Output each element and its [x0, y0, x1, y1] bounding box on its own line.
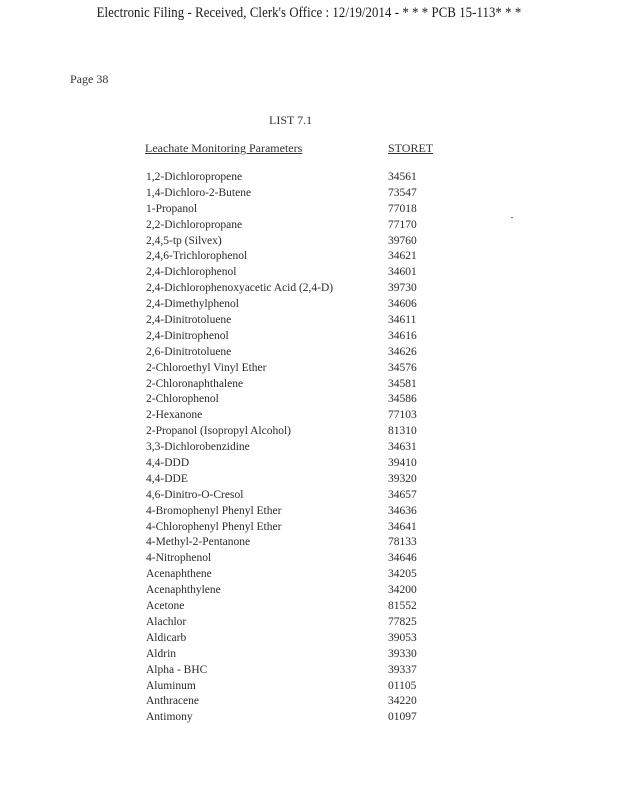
- parameter-table: [0, 171, 618, 727]
- parameter-name: 2,4-Dinitrotoluene: [146, 314, 232, 327]
- table-row: [0, 536, 618, 552]
- parameter-name: Acenaphthylene: [146, 584, 221, 597]
- scan-speck: [511, 217, 513, 218]
- parameter-name: 4-Nitrophenol: [146, 552, 212, 565]
- storet-code: 39410: [388, 457, 417, 470]
- table-row: [0, 298, 618, 314]
- table-row: [0, 425, 618, 441]
- storet-code: 34205: [388, 568, 417, 581]
- storet-code: 34611: [388, 314, 417, 327]
- storet-code: 39337: [388, 663, 417, 676]
- parameter-name: 4,4-DDD: [146, 457, 190, 470]
- table-row: [0, 378, 618, 394]
- parameter-name: 1-Propanol: [146, 202, 198, 215]
- parameter-name: 2,4,5-tp (Silvex): [146, 234, 222, 247]
- storet-code: 34220: [388, 695, 417, 708]
- table-row: [0, 584, 618, 600]
- table-row: [0, 266, 618, 282]
- table-row: [0, 235, 618, 251]
- list-title: LIST 7.1: [269, 113, 313, 127]
- parameter-name: 2-Propanol (Isopropyl Alcohol): [146, 425, 292, 438]
- parameter-name: 2-Chlorophenol: [146, 393, 219, 406]
- storet-code: 77103: [388, 409, 417, 422]
- parameter-name: 4-Chlorophenyl Phenyl Ether: [146, 520, 282, 533]
- storet-code: 81552: [388, 600, 417, 613]
- table-row: [0, 600, 618, 616]
- parameter-name: Aldrin: [146, 647, 177, 660]
- parameter-name: 2,4-Dinitrophenol: [146, 329, 229, 342]
- parameter-name: Aluminum: [146, 679, 196, 692]
- storet-code: 39730: [388, 282, 417, 295]
- filing-header: Electronic Filing - Received, Clerk's Office : 12/19/2014 - * * * PCB 15-113* * *: [96, 5, 522, 21]
- table-row: [0, 282, 618, 298]
- storet-code: 39053: [388, 631, 417, 644]
- storet-code: 78133: [388, 536, 417, 549]
- table-row: [0, 203, 618, 219]
- table-row: [0, 695, 618, 711]
- table-row: [0, 552, 618, 568]
- parameter-name: 4-Bromophenyl Phenyl Ether: [146, 504, 282, 517]
- parameter-name: 2-Chloronaphthalene: [146, 377, 244, 390]
- parameter-name: Anthracene: [146, 695, 199, 708]
- storet-code: 39330: [388, 647, 417, 660]
- table-row: [0, 346, 618, 362]
- storet-code: 77170: [388, 218, 417, 231]
- parameter-name: 2,4-Dichlorophenol: [146, 266, 237, 279]
- table-row: [0, 250, 618, 266]
- parameter-name: 4-Methyl-2-Pentanone: [146, 536, 251, 549]
- table-row: [0, 664, 618, 680]
- storet-code: 34646: [388, 552, 417, 565]
- parameter-name: Alpha - BHC: [146, 663, 208, 676]
- parameter-name: 2,6-Dinitrotoluene: [146, 345, 232, 358]
- storet-code: 34657: [388, 488, 417, 501]
- parameter-name: 2-Hexanone: [146, 409, 203, 422]
- parameter-name: Antimony: [146, 711, 193, 724]
- storet-code: 34626: [388, 345, 417, 358]
- table-row: [0, 473, 618, 489]
- table-row: [0, 171, 618, 187]
- storet-code: 39760: [388, 234, 417, 247]
- table-row: [0, 219, 618, 235]
- parameter-name: Aldicarb: [146, 631, 187, 644]
- table-row: [0, 314, 618, 330]
- table-row: [0, 521, 618, 537]
- parameter-name: 3,3-Dichlorobenzidine: [146, 441, 250, 454]
- table-row: [0, 457, 618, 473]
- storet-code: 77018: [388, 202, 417, 215]
- storet-code: 34641: [388, 520, 417, 533]
- storet-code: 34561: [388, 171, 417, 183]
- storet-code: 39320: [388, 472, 417, 485]
- table-row: [0, 568, 618, 584]
- parameter-name: 1,2-Dichloropropene: [146, 171, 243, 183]
- parameter-name: Acetone: [146, 600, 185, 613]
- table-row: [0, 409, 618, 425]
- storet-code: 34606: [388, 298, 417, 311]
- storet-code: 34631: [388, 441, 417, 454]
- storet-code: 34200: [388, 584, 417, 597]
- parameter-name: Alachlor: [146, 615, 187, 628]
- column-header-parameter: Leachate Monitoring Parameters: [145, 141, 303, 155]
- table-row: [0, 616, 618, 632]
- storet-code: 34581: [388, 377, 417, 390]
- parameter-name: 4,4-DDE: [146, 472, 188, 485]
- table-row: [0, 362, 618, 378]
- table-row: [0, 393, 618, 409]
- parameter-name: 2,4-Dimethylphenol: [146, 298, 239, 311]
- storet-code: 34616: [388, 329, 417, 342]
- table-row: [0, 187, 618, 203]
- storet-code: 01097: [388, 711, 417, 724]
- storet-code: 73547: [388, 186, 417, 199]
- table-row: [0, 648, 618, 664]
- page-number: Page 38: [70, 72, 109, 86]
- parameter-name: 1,4-Dichloro-2-Butene: [146, 186, 252, 199]
- storet-code: 34586: [388, 393, 417, 406]
- parameter-name: 2,4,6-Trichlorophenol: [146, 250, 248, 263]
- column-header-storet: STORET: [388, 141, 434, 155]
- table-row: [0, 711, 618, 727]
- table-row: [0, 680, 618, 696]
- parameter-name: Acenaphthene: [146, 568, 212, 581]
- storet-code: 34601: [388, 266, 417, 279]
- storet-code: 34576: [388, 361, 417, 374]
- storet-code: 81310: [388, 425, 417, 438]
- storet-code: 77825: [388, 615, 417, 628]
- parameter-name: 2,4-Dichlorophenoxyacetic Acid (2,4-D): [146, 282, 334, 295]
- storet-code: 01105: [388, 679, 417, 692]
- table-row: [0, 441, 618, 457]
- table-row: [0, 489, 618, 505]
- parameter-name: 2,2-Dichloropropane: [146, 218, 243, 231]
- parameter-name: 2-Chloroethyl Vinyl Ether: [146, 361, 267, 374]
- parameter-name: 4,6-Dinitro-O-Cresol: [146, 488, 244, 501]
- table-row: [0, 505, 618, 521]
- table-row: [0, 330, 618, 346]
- storet-code: 34621: [388, 250, 417, 263]
- storet-code: 34636: [388, 504, 417, 517]
- table-row: [0, 632, 618, 648]
